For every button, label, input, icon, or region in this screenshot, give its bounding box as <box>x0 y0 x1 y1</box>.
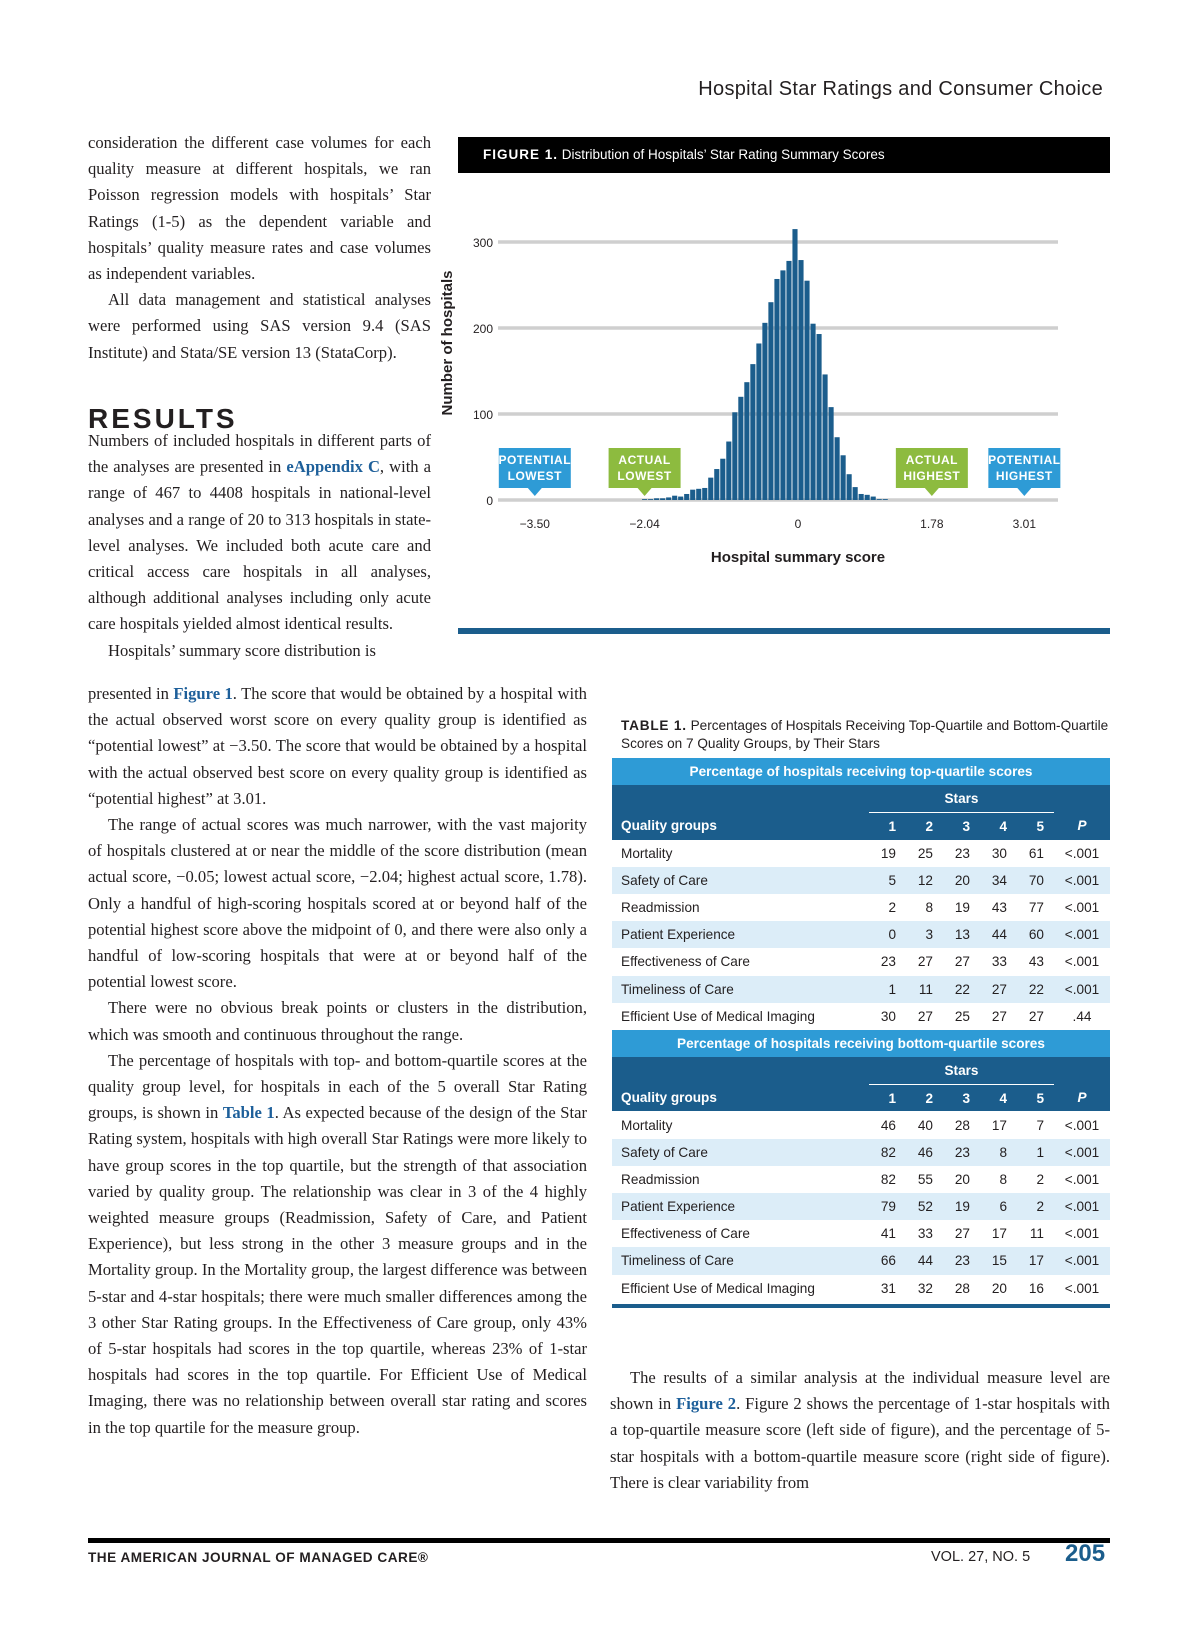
percentage-cell: 32 <box>917 1280 933 1296</box>
percentage-cell: 41 <box>880 1226 896 1242</box>
table-row <box>612 1220 1110 1247</box>
histogram-bar <box>702 488 707 500</box>
p-value-cell: <.001 <box>1064 1226 1100 1242</box>
percentage-cell: 46 <box>906 1139 943 1166</box>
percentage-cell: 2 <box>1017 1193 1054 1220</box>
percentage-cell: 12 <box>906 867 943 894</box>
histogram-bar <box>841 455 846 500</box>
percentage-cell: 17 <box>991 1117 1007 1133</box>
percentage-cell: 55 <box>917 1171 933 1187</box>
percentage-cell: 25 <box>954 1008 970 1024</box>
paragraph: presented in Figure 1. The score that would be obtained by a hospital with the actual observed worst score on every quality group is identified as “potential lowest” at −3.50. The score that would be obtained by a hospital with the actual observed best score on every quality group is identified as “potential highest” at 3.01. <box>88 684 587 808</box>
percentage-cell: 20 <box>954 1171 970 1187</box>
percentage-cell: 40 <box>917 1117 933 1133</box>
percentage-cell: 6 <box>980 1193 1017 1220</box>
percentage-cell: 23 <box>954 845 970 861</box>
percentage-cell: 2 <box>888 900 896 916</box>
figure-bottom-rule <box>458 628 1110 634</box>
histogram-bar <box>883 499 888 500</box>
histogram-bar <box>774 279 779 500</box>
percentage-cell: 1 <box>869 976 906 1003</box>
blank-cell <box>612 785 869 812</box>
paragraph: There were no obvious break points or clusters in the distribution, which was smooth and continuous throughout the range. <box>88 998 587 1044</box>
histogram-bar <box>865 495 870 500</box>
histogram-bar <box>654 498 659 500</box>
star-column-header: 4 <box>980 1084 1017 1111</box>
histogram-bar <box>732 412 737 500</box>
percentage-cell: 8 <box>925 900 933 916</box>
left-column-top <box>88 130 431 366</box>
percentage-cell: 25 <box>917 845 933 861</box>
percentage-cell: 30 <box>880 1008 896 1024</box>
percentage-cell: 20 <box>943 867 980 894</box>
percentage-cell: 23 <box>880 954 896 970</box>
percentage-cell: 30 <box>991 845 1007 861</box>
percentage-cell: 44 <box>980 921 1017 948</box>
table-row <box>612 1247 1110 1274</box>
histogram-bar <box>714 469 719 500</box>
table-bottom-rule <box>612 1304 1110 1308</box>
quality-group-name: Patient Experience <box>612 1193 869 1220</box>
percentage-cell: 8 <box>980 1139 1017 1166</box>
annotation-pointer <box>528 488 542 496</box>
percentage-cell: 22 <box>1017 976 1054 1003</box>
quality-group-name: Efficient Use of Medical Imaging <box>621 1280 815 1296</box>
percentage-cell: 43 <box>1028 954 1044 970</box>
p-value-cell: <.001 <box>1064 1171 1100 1187</box>
histogram-bar <box>810 324 815 500</box>
annotation-pointer <box>1017 488 1031 496</box>
p-value-cell: <.001 <box>1054 921 1110 948</box>
paragraph: consideration the different case volumes for each quality measure at different hospitals, we ran Poisson regression models with hospitals’ Star Ratings (1-5) as the dependent variable and hospitals’ quality measure rates and case volumes as independent variables. <box>88 133 431 284</box>
section-title: Percentage of hospitals receiving top-quartile scores <box>612 758 1110 785</box>
left-column-bottom <box>88 681 587 1441</box>
histogram-bar <box>744 382 749 500</box>
percentage-cell: 0 <box>869 921 906 948</box>
y-tick-label: 200 <box>472 322 493 336</box>
percentage-cell: 27 <box>917 954 933 970</box>
percentage-cell: 43 <box>991 900 1007 916</box>
paragraph: Numbers of included hospitals in different parts of the analyses are presented in eAppendix C, with a range of 467 to 4408 hospitals in national-level analyses and a range of 20 to 313 hospitals in state-level analyses. We included both acute care and critical access care hospitals in all analyses, although additional analyses including only acute care hospitals yielded almost identical results. <box>88 431 431 634</box>
histogram-bar <box>726 442 731 500</box>
x-tick-label: 0 <box>794 517 802 531</box>
table-row <box>612 1139 1110 1166</box>
histogram-bar <box>672 496 677 500</box>
percentage-cell: 44 <box>906 1247 943 1274</box>
histogram-bar <box>877 499 882 500</box>
table-row <box>612 840 1110 867</box>
star-column-header: 3 <box>943 812 980 839</box>
table-section-band <box>612 758 1110 785</box>
histogram-bar <box>660 498 665 500</box>
table-row <box>612 1166 1110 1193</box>
y-tick-label: 100 <box>472 408 493 422</box>
paragraph: The results of a similar analysis at the individual measure level are shown in Figure 2. Figure 2 shows the percentage of 1-star hospitals with a top-quartile measure score (left side of figure), and the percentage of 5-star hospitals with a bottom-quartile measure score (right side of figure). There is clear variability from <box>610 1368 1110 1492</box>
quality-group-name: Mortality <box>621 1117 673 1133</box>
figure1-link[interactable]: Figure 1 <box>173 684 233 703</box>
percentage-cell: 66 <box>869 1247 906 1274</box>
table-caption: TABLE 1. Percentages of Hospitals Receiving Top-Quartile and Bottom-Quartile Scores on 7 Quality Groups, by Their Stars <box>621 718 1109 751</box>
histogram-bar <box>829 407 834 500</box>
percentage-cell: 13 <box>943 921 980 948</box>
percentage-cell: 11 <box>906 976 943 1003</box>
histogram-bar <box>871 497 876 500</box>
table-row <box>612 1193 1110 1220</box>
y-axis-label: Number of hospitals <box>439 270 456 416</box>
star-column-header: 3 <box>943 1084 980 1111</box>
star-column-header: 5 <box>1017 812 1054 839</box>
percentage-cell: 23 <box>943 1139 980 1166</box>
table-row <box>612 867 1110 894</box>
percentage-cell: 28 <box>954 1117 970 1133</box>
percentage-cell: 31 <box>880 1280 896 1296</box>
p-value-header: P <box>1054 812 1110 839</box>
p-value-cell: <.001 <box>1054 1139 1110 1166</box>
quality-group-name: Effectiveness of Care <box>621 954 750 970</box>
paragraph: The range of actual scores was much narrower, with the vast majority of hospitals clustered at or near the middle of the score distribution (mean actual score, −0.05; lowest actual score, −2.04; highest actual score, 1.78). Only a handful of high-scoring hospitals scored at or beyond half of the potential highest score above the midpoint of 0, and there were also only a handful of low-scoring hospitals that were at or beyond half of the potential lowest score. <box>88 815 587 992</box>
table-row <box>612 921 1110 948</box>
percentage-cell: 8 <box>999 1171 1007 1187</box>
annotation-label: ACTUAL <box>905 453 959 467</box>
annotation-label: POTENTIAL <box>988 453 1061 467</box>
annotation-pointer <box>925 488 939 496</box>
histogram-bar <box>792 229 797 500</box>
histogram-bar <box>690 490 695 500</box>
histogram-bar <box>696 489 701 500</box>
percentage-cell: 27 <box>954 1226 970 1242</box>
blank-cell <box>1054 785 1110 812</box>
stars-label: Stars <box>869 785 1054 812</box>
quality-group-name: Readmission <box>621 1171 700 1187</box>
column-header-row <box>612 1084 1110 1111</box>
annotation-pointer <box>638 488 652 496</box>
quality-groups-header: Quality groups <box>612 812 869 839</box>
x-tick-label: 1.78 <box>920 517 944 531</box>
histogram-bar <box>720 459 725 500</box>
percentage-cell: 27 <box>954 954 970 970</box>
stars-header-row <box>612 1057 1110 1084</box>
percentage-cell: 1 <box>1017 1139 1054 1166</box>
histogram-chart <box>439 173 1110 628</box>
histogram-bar <box>708 478 713 500</box>
section-title: Percentage of hospitals receiving bottom-quartile scores <box>612 1030 1110 1057</box>
quality-group-name: Safety of Care <box>612 1139 869 1166</box>
x-tick-label: 3.01 <box>1012 517 1037 531</box>
p-value-cell: .44 <box>1072 1008 1092 1024</box>
results-heading: RESULTS <box>88 403 238 434</box>
percentage-cell: 7 <box>1036 1117 1044 1133</box>
table-row <box>612 948 1110 975</box>
percentage-cell: 33 <box>991 954 1007 970</box>
percentage-cell: 27 <box>980 976 1017 1003</box>
x-tick-label: −3.50 <box>519 517 550 531</box>
percentage-cell: 16 <box>1028 1280 1044 1296</box>
histogram-bar <box>678 497 683 500</box>
histogram-bar <box>835 437 840 500</box>
percentage-cell: 11 <box>1029 1226 1044 1242</box>
figure-caption: FIGURE 1. Distribution of Hospitals’ Star Rating Summary Scores <box>458 137 1110 173</box>
histogram-bar <box>768 302 773 500</box>
histogram-bar <box>859 494 864 500</box>
percentage-cell: 70 <box>1017 867 1054 894</box>
paragraph: Hospitals’ summary score distribution is <box>108 640 376 660</box>
percentage-cell: 20 <box>991 1280 1007 1296</box>
annotation-label: ACTUAL <box>618 453 671 467</box>
percentage-cell: 82 <box>880 1171 896 1187</box>
quality-group-name: Readmission <box>621 900 700 916</box>
percentage-cell: 77 <box>1028 900 1044 916</box>
p-value-header: P <box>1054 1084 1110 1111</box>
footer-rule <box>88 1538 1110 1543</box>
percentage-cell: 46 <box>880 1117 896 1133</box>
percentage-cell: 23 <box>943 1247 980 1274</box>
star-column-header: 4 <box>980 812 1017 839</box>
percentage-cell: 79 <box>869 1193 906 1220</box>
stars-header-row <box>612 785 1110 812</box>
figure2-link[interactable]: Figure 2 <box>676 1394 737 1414</box>
percentage-cell: 17 <box>1017 1247 1054 1274</box>
p-value-cell: <.001 <box>1054 976 1110 1003</box>
p-value-cell: <.001 <box>1064 900 1100 916</box>
annotation-label: HIGHEST <box>903 469 961 483</box>
p-value-cell: <.001 <box>1054 867 1110 894</box>
percentage-cell: 27 <box>991 1008 1007 1024</box>
percentage-cell: 3 <box>906 921 943 948</box>
running-title: Hospital Star Ratings and Consumer Choice <box>698 78 1103 100</box>
annotation-label: HIGHEST <box>995 469 1053 483</box>
table1-link[interactable]: Table 1 <box>222 1103 275 1123</box>
percentage-cell: 15 <box>980 1247 1017 1274</box>
column-header-row <box>612 812 1110 839</box>
x-tick-label: −2.04 <box>629 517 660 531</box>
x-axis-label: Hospital summary score <box>710 549 886 566</box>
p-value-cell: <.001 <box>1064 1117 1100 1133</box>
quality-group-name: Efficient Use of Medical Imaging <box>621 1008 815 1024</box>
figure-1 <box>439 137 1110 634</box>
percentage-cell: 34 <box>980 867 1017 894</box>
quality-group-name: Effectiveness of Care <box>621 1226 750 1242</box>
histogram-bar <box>853 487 858 500</box>
star-column-header: 1 <box>869 812 906 839</box>
histogram-bar <box>666 497 671 500</box>
star-column-header: 2 <box>906 1084 943 1111</box>
p-value-cell: <.001 <box>1054 1247 1110 1274</box>
histogram-bar <box>798 260 803 500</box>
blank-cell <box>1054 1057 1110 1084</box>
paragraph: All data management and statistical analyses were performed using SAS version 9.4 (SAS Institute) and Stata/SE version 13 (StataCorp). <box>88 290 431 362</box>
table-row <box>612 1111 1110 1138</box>
percentage-cell: 19 <box>880 845 896 861</box>
star-column-header: 2 <box>906 812 943 839</box>
percentage-cell: 27 <box>1028 1008 1044 1024</box>
table-section-band <box>612 1030 1110 1057</box>
histogram-bar <box>847 474 852 500</box>
journal-name: THE AMERICAN JOURNAL OF MANAGED CARE® <box>88 1550 429 1565</box>
table-row <box>612 1275 1110 1302</box>
histogram-bar <box>756 343 761 500</box>
percentage-cell: 52 <box>906 1193 943 1220</box>
percentage-cell: 82 <box>869 1139 906 1166</box>
page-number: 205 <box>1065 1540 1106 1567</box>
percentage-cell: 60 <box>1017 921 1054 948</box>
quality-group-name: Timeliness of Care <box>612 1247 869 1274</box>
p-value-cell: <.001 <box>1064 845 1100 861</box>
histogram-bar <box>816 334 821 500</box>
table-row <box>612 1003 1110 1030</box>
table-row <box>612 894 1110 921</box>
star-column-header: 5 <box>1017 1084 1054 1111</box>
left-column-results <box>88 428 431 664</box>
table-1 <box>612 758 1110 1302</box>
percentage-cell: 17 <box>991 1226 1007 1242</box>
p-value-cell: <.001 <box>1064 1280 1100 1296</box>
histogram-bar <box>804 281 809 500</box>
quality-group-name: Mortality <box>621 845 673 861</box>
percentage-cell: 27 <box>917 1008 933 1024</box>
volume-issue: VOL. 27, NO. 5 <box>931 1549 1031 1565</box>
annotation-label: LOWEST <box>507 469 562 483</box>
histogram-bar <box>738 397 743 500</box>
quality-group-name: Patient Experience <box>612 921 869 948</box>
percentage-cell: 33 <box>917 1226 933 1242</box>
quality-group-name: Safety of Care <box>612 867 869 894</box>
eappendix-link[interactable]: eAppendix C <box>286 457 380 477</box>
histogram-bar <box>648 499 653 500</box>
percentage-cell: 19 <box>943 1193 980 1220</box>
histogram-bar <box>762 323 767 500</box>
right-column-bottom <box>610 1365 1110 1496</box>
quality-groups-header: Quality groups <box>612 1084 869 1111</box>
quality-group-name: Timeliness of Care <box>612 976 869 1003</box>
histogram-bar <box>642 499 647 500</box>
y-tick-label: 0 <box>486 494 493 508</box>
percentage-cell: 19 <box>954 900 970 916</box>
histogram-bar <box>786 261 791 500</box>
blank-cell <box>612 1057 869 1084</box>
histogram-bar <box>780 270 785 500</box>
y-tick-label: 300 <box>472 236 493 250</box>
percentage-cell: 5 <box>869 867 906 894</box>
histogram-bar <box>750 364 755 500</box>
annotation-label: POTENTIAL <box>498 453 572 467</box>
histogram-bar <box>823 374 828 500</box>
p-value-cell: <.001 <box>1054 1193 1110 1220</box>
percentage-cell: 2 <box>1036 1171 1044 1187</box>
stars-label: Stars <box>869 1057 1054 1084</box>
p-value-cell: <.001 <box>1064 954 1100 970</box>
paragraph: The percentage of hospitals with top- and bottom-quartile scores at the quality group level, for hospitals in each of the 5 overall Star Rating groups, is shown in Table 1. As expected because of the design of the Star Rating system, hospitals with high overall Star Ratings were more likely to have group scores in the top quartile, but the strength of that association varied by quality group. The relationship was clear in 3 of the 4 highly weighted measure groups (Readmission, Safety of Care, and Patient Experience), but less strong in the other 3 measure groups and in the Mortality group. In the Mortality group, the largest difference was between 5-star and 4-star hospitals; there were much smaller differences among the 3 other Star Rating groups. In the Effectiveness of Care group, only 43% of 5-star hospitals had scores in the top quartile, whereas 23% of 1-star hospitals had scores in the top quartile. For Efficient Use of Medical Imaging, there was no relationship between overall star rating and scores in the top quartile for the measure group. <box>88 1050 587 1437</box>
percentage-cell: 28 <box>954 1280 970 1296</box>
percentage-cell: 22 <box>943 976 980 1003</box>
star-column-header: 1 <box>869 1084 906 1111</box>
table-row <box>612 976 1110 1003</box>
percentage-cell: 61 <box>1028 845 1044 861</box>
annotation-label: LOWEST <box>617 469 672 483</box>
histogram-bar <box>684 494 689 500</box>
